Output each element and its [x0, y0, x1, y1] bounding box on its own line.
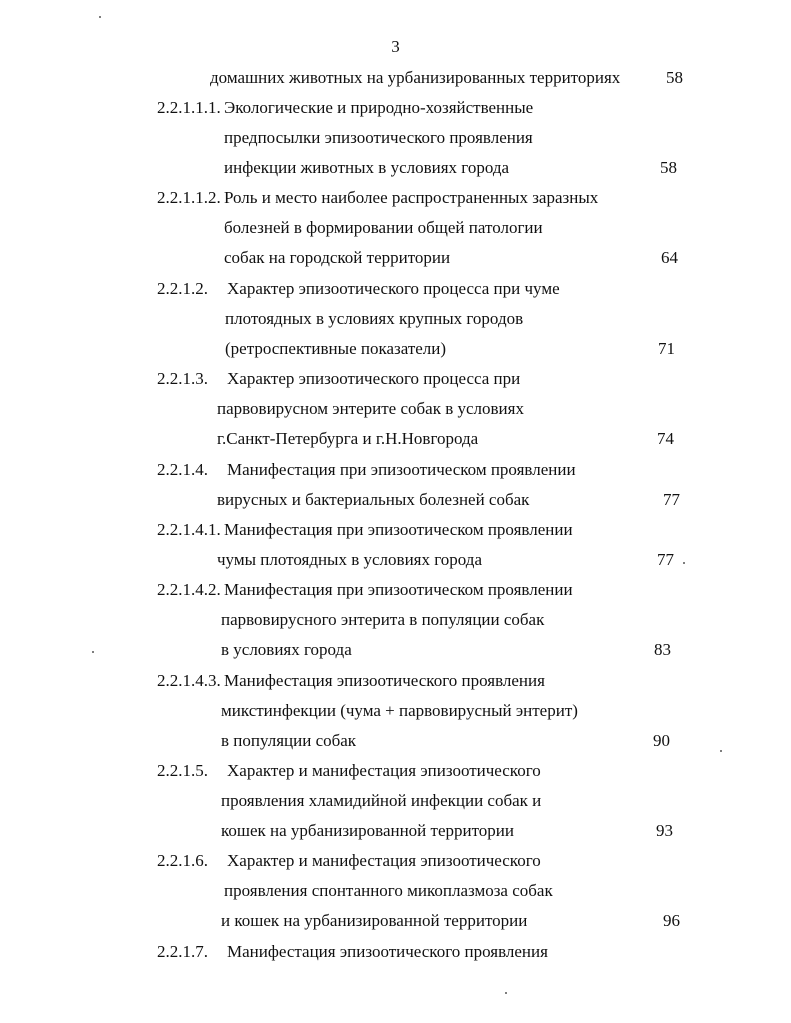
toc-entry-11-line-0: Манифестация эпизоотического проявления: [227, 942, 548, 961]
scan-speck: [720, 750, 722, 752]
scan-speck: [92, 651, 94, 653]
toc-entry-8-page: 90: [653, 731, 670, 750]
toc-entry-8-number: 2.2.1.4.3.: [157, 671, 221, 690]
toc-entry-1-page: 58: [660, 158, 677, 177]
toc-entry-4-line-0: Характер эпизоотического процесса при: [227, 369, 521, 388]
toc-entry-8-line-0: Манифестация эпизоотического проявления: [224, 671, 545, 690]
toc-entry-3-line-0: Характер эпизоотического процесса при чуме: [227, 279, 560, 298]
toc-entry-4-line-2: г.Санкт-Петербурга и г.Н.Новгорода: [217, 429, 479, 448]
toc-entry-1-line-0: Экологические и природно-хозяйственные: [224, 98, 534, 117]
toc-entry-11-number: 2.2.1.7.: [157, 942, 208, 961]
toc-entry-6-page: 77: [657, 550, 674, 569]
toc-entry-5-line-0: Манифестация при эпизоотическом проявлении: [227, 460, 576, 479]
toc-entry-3-page: 71: [658, 339, 675, 358]
toc-entry-4-page: 74: [657, 429, 674, 448]
toc-entry-9-page: 93: [656, 821, 673, 840]
toc-entry-7-page: 83: [654, 640, 671, 659]
toc-entry-2-line-1: болезней в формировании общей патологии: [224, 218, 543, 237]
toc-entry-3-number: 2.2.1.2.: [157, 279, 208, 298]
toc-entry-10-line-0: Характер и манифестация эпизоотического: [227, 851, 541, 870]
toc-entry-8-line-2: в популяции собак: [221, 731, 357, 750]
toc-entry-7-number: 2.2.1.4.2.: [157, 580, 221, 599]
toc-entry-3-line-2: (ретроспективные показатели): [225, 339, 447, 358]
toc-entry-6-number: 2.2.1.4.1.: [157, 520, 221, 539]
toc-entry-4-line-1: парвовирусном энтерите собак в условиях: [217, 399, 524, 418]
toc-entry-8-line-1: микстинфекции (чума + парвовирусный энтерит): [221, 701, 578, 720]
toc-entry-9-line-2: кошек на урбанизированной территории: [221, 821, 515, 840]
toc-entry-9-line-0: Характер и манифестация эпизоотического: [227, 761, 541, 780]
toc-entry-10-number: 2.2.1.6.: [157, 851, 208, 870]
toc-entry-6-line-1: чумы плотоядных в условиях города: [217, 550, 482, 569]
toc-entry-6-line-0: Манифестация при эпизоотическом проявлении: [224, 520, 573, 539]
toc-entry-7-line-0: Манифестация при эпизоотическом проявлении: [224, 580, 573, 599]
toc-entry-2-line-2: собак на городской территории: [224, 248, 451, 267]
toc-entry-2-number: 2.2.1.1.2.: [157, 188, 221, 207]
toc-entry-2-line-0: Роль и место наиболее распространенных заразных: [224, 188, 599, 207]
toc-entry-7-line-1: парвовирусного энтерита в популяции собак: [221, 610, 545, 629]
toc-entry-10-page: 96: [663, 911, 680, 930]
toc-entry-10-line-2: и кошек на урбанизированной территории: [221, 911, 528, 930]
toc-entry-2-page: 64: [661, 248, 678, 267]
toc-entry-0-page: 58: [666, 68, 683, 87]
toc-entry-7-line-2: в условиях города: [221, 640, 352, 659]
toc-entry-1-line-1: предпосылки эпизоотического проявления: [224, 128, 533, 147]
toc-entry-9-line-1: проявления хламидийной инфекции собак и: [221, 791, 542, 810]
toc-entry-5-line-1: вирусных и бактериальных болезней собак: [217, 490, 530, 509]
toc-entry-5-number: 2.2.1.4.: [157, 460, 208, 479]
scan-speck: [683, 562, 685, 564]
scan-speck: [505, 992, 507, 994]
scan-speck: [99, 16, 101, 18]
page-number: 3: [391, 37, 400, 56]
toc-entry-5-page: 77: [663, 490, 680, 509]
toc-entry-10-line-1: проявления спонтанного микоплазмоза собак: [224, 881, 553, 900]
toc-entry-4-number: 2.2.1.3.: [157, 369, 208, 388]
toc-entry-1-line-2: инфекции животных в условиях города: [224, 158, 510, 177]
toc-entry-3-line-1: плотоядных в условиях крупных городов: [225, 309, 524, 328]
toc-entry-0-line-0: домашних животных на урбанизированных территориях: [210, 68, 621, 87]
toc-entry-9-number: 2.2.1.5.: [157, 761, 208, 780]
toc-entry-1-number: 2.2.1.1.1.: [157, 98, 221, 117]
